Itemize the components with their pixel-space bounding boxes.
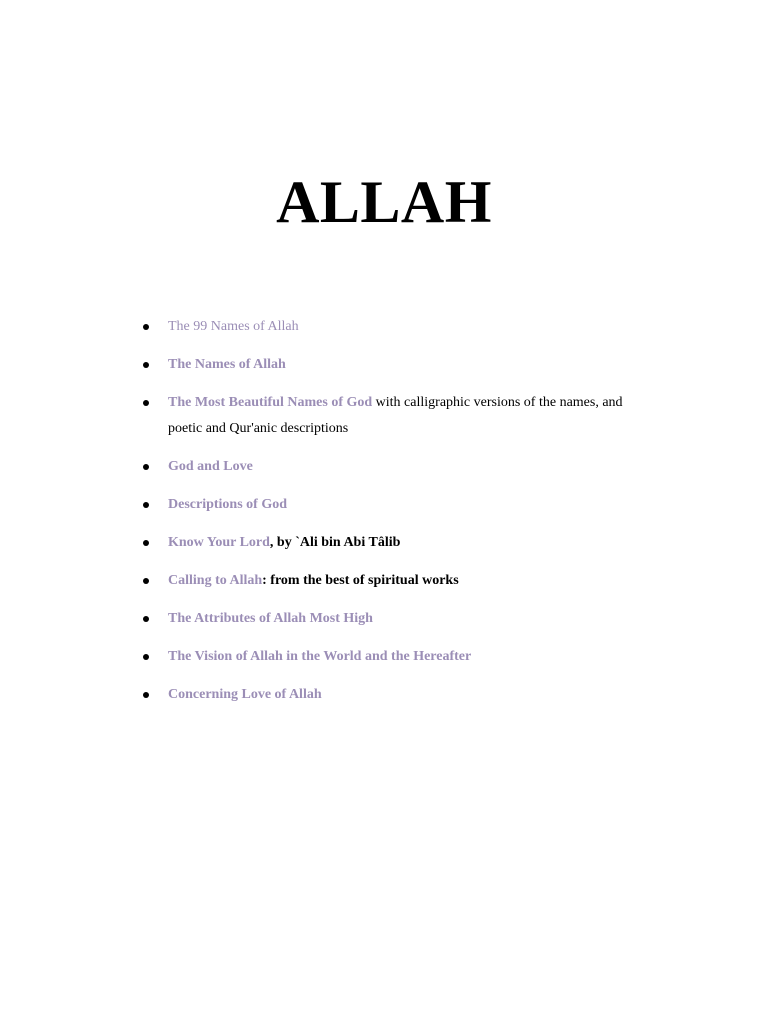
- bullet-icon: [143, 464, 149, 470]
- link-calling-to-allah[interactable]: Calling to Allah: [168, 573, 263, 588]
- link-names-of-allah[interactable]: The Names of Allah: [168, 357, 286, 372]
- bullet-icon: [143, 362, 149, 368]
- list-item: [138, 454, 638, 480]
- item-description: with calligraphic versions of the names, and poetic and Qur'anic descriptions: [168, 395, 623, 436]
- link-god-and-love[interactable]: God and Love: [168, 459, 253, 474]
- link-list: [138, 314, 638, 720]
- bullet-icon: [143, 400, 149, 406]
- bullet-icon: [143, 578, 149, 584]
- link-most-beautiful-names[interactable]: The Most Beautiful Names of God: [168, 395, 373, 410]
- bullet-icon: [143, 692, 149, 698]
- list-item: [138, 530, 638, 556]
- link-descriptions-of-god[interactable]: Descriptions of God: [168, 497, 287, 512]
- bullet-icon: [143, 502, 149, 508]
- link-99-names[interactable]: The 99 Names of Allah: [168, 319, 299, 334]
- list-item: [138, 314, 638, 340]
- bullet-icon: [143, 540, 149, 546]
- list-item: [138, 352, 638, 378]
- link-attributes-of-allah[interactable]: The Attributes of Allah Most High: [168, 611, 373, 626]
- list-item: [138, 568, 638, 594]
- bullet-icon: [143, 654, 149, 660]
- list-item: [138, 492, 638, 518]
- item-description: : from the best of spiritual works: [262, 573, 459, 588]
- list-item: [138, 390, 638, 442]
- list-item: [138, 644, 638, 670]
- link-love-of-allah[interactable]: Concerning Love of Allah: [168, 687, 322, 702]
- bullet-icon: [143, 324, 149, 330]
- list-item: [138, 682, 638, 708]
- list-item: [138, 606, 638, 632]
- bullet-icon: [143, 616, 149, 622]
- page-title: ALLAH: [276, 169, 492, 235]
- link-vision-of-allah[interactable]: The Vision of Allah in the World and the Hereafter: [168, 649, 472, 664]
- item-description: , by `Ali bin Abi Tâlib: [269, 535, 401, 550]
- link-know-your-lord[interactable]: Know Your Lord: [168, 535, 270, 550]
